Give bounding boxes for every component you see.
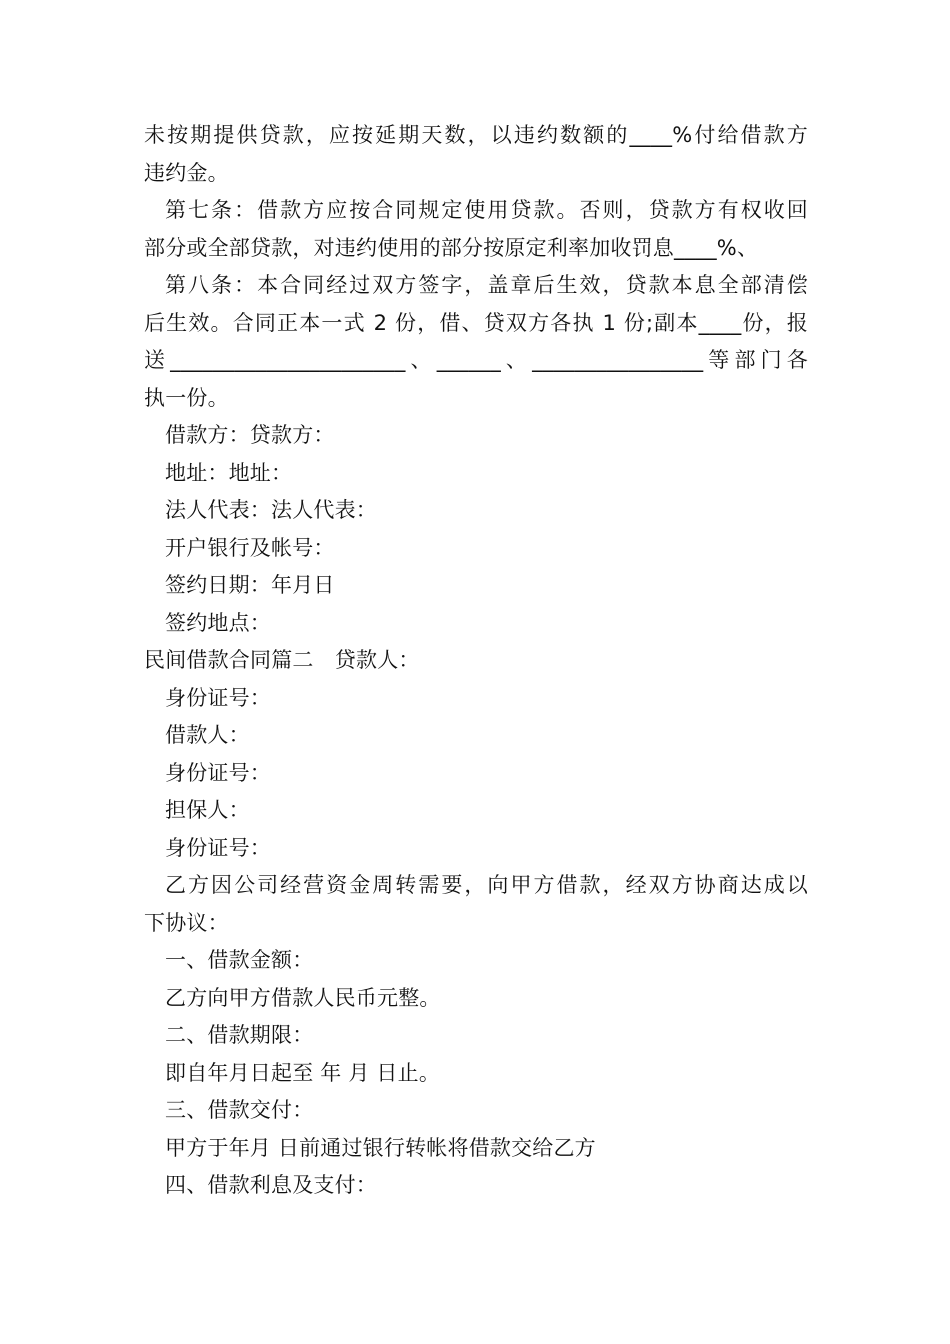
- document-body: [144, 117, 808, 1205]
- text-line: 担保人：: [165, 798, 250, 822]
- text-line: 甲方于年月 日前通过银行转帐将借款交给乙方: [165, 1135, 596, 1160]
- text-line: 四、借款利息及支付：: [165, 1173, 377, 1197]
- text-line: 身份证号：: [165, 835, 271, 860]
- section-heading: 民间借款合同篇二 贷款人：: [144, 648, 420, 672]
- text-line: 乙方向甲方借款人民币元整。: [165, 985, 441, 1010]
- text-line: 借款人：: [165, 723, 250, 747]
- text-line: 法人代表：法人代表：: [165, 498, 377, 522]
- text-line: 签约日期：年月日: [165, 573, 335, 597]
- text-line: 未按期提供贷款，应按延期天数，以违约数额的____%付给借款方: [144, 123, 808, 147]
- text-line: 签约地点：: [165, 610, 271, 635]
- text-line: 即自年月日起至 年 月 日止。: [165, 1060, 441, 1085]
- text-line: 身份证号：: [165, 685, 271, 710]
- text-line: 开户银行及帐号：: [165, 535, 335, 560]
- text-line: 身份证号：: [165, 760, 271, 785]
- text-line: 三、借款交付：: [165, 1098, 314, 1122]
- text-line: 乙方因公司经营资金周转需要，向甲方借款，经双方协商达成以: [165, 873, 808, 897]
- text-line: 二、借款期限：: [165, 1023, 314, 1047]
- text-line: 执一份。: [144, 385, 229, 410]
- text-line: 第八条：本合同经过双方签字，盖章后生效，贷款本息全部清偿: [165, 273, 808, 297]
- text-line: 后生效。合同正本一式 2 份，借、贷双方各执 1 份;副本____份，报: [144, 310, 808, 335]
- text-line: 违约金。: [144, 160, 229, 185]
- text-line: 一、借款金额：: [165, 948, 314, 972]
- text-line: 送______________________、______、________________等部门各: [144, 348, 808, 372]
- text-line: 借款方：贷款方：: [165, 423, 335, 447]
- text-line: 地址：地址：: [165, 460, 293, 485]
- text-line: 部分或全部贷款，对违约使用的部分按原定利率加收罚息____%、: [144, 235, 759, 260]
- text-line: 下协议：: [144, 910, 229, 935]
- text-line: 第七条：借款方应按合同规定使用贷款。否则，贷款方有权收回: [165, 198, 808, 222]
